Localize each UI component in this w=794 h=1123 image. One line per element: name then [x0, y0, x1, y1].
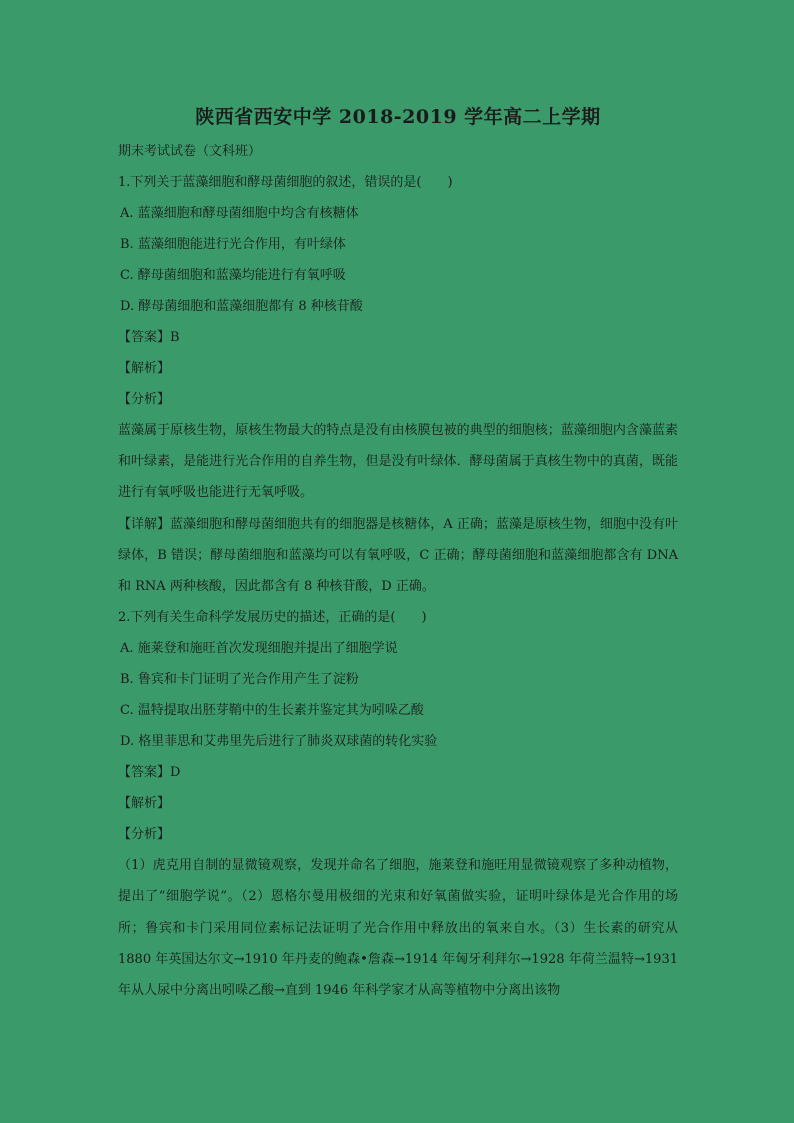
fenxi-label: 【分析】 — [118, 827, 171, 843]
detail-text: 【详解】蓝藻细胞和酵母菌细胞共有的细胞器是核糖体，A 正确；蓝藻是原核生物，细胞中没有叶绿体，B 错误；酵母菌细胞和蓝藻均可以有氧呼吸，C 正确；酵母菌细胞和蓝藻细胞都含有 DNA 和 RNA 两种核酸，因此都含有 8 种核苷酸，D 正确。 — [118, 516, 678, 595]
fenxi-label: 【分析】 — [118, 392, 171, 407]
option-d: D. 酵母菌细胞和蓝藻细胞都有 8 种核苷酸 — [120, 299, 363, 314]
option-c: C. 酵母菌细胞和蓝藻均能进行有氧呼吸 — [120, 268, 346, 283]
document-title: 陕西省西安中学 2018-2019 学年高二上学期 — [195, 106, 601, 128]
option-c: C. 温特提取出胚芽鞘中的生长素并鉴定其为吲哚乙酸 — [120, 703, 424, 719]
answer-label: 【答案】D — [118, 765, 181, 781]
option-d: D. 格里菲思和艾弗里先后进行了肺炎双球菌的转化实验 — [120, 734, 438, 750]
question-stem: 2.下列有关生命科学发展历史的描述，正确的是( ) — [118, 610, 427, 626]
document-page — [118, 100, 678, 1006]
analysis-label: 【解析】 — [118, 361, 171, 376]
fenxi-text: 蓝藻属于原核生物，原核生物最大的特点是没有由核膜包被的典型的细胞核；蓝藻细胞内含藻蓝素和叶绿素，是能进行光合作用的自养生物，但是没有叶绿体．酵母菌属于真核生物中的真菌，既能进行有氧呼吸也能进行无氧呼吸。 — [118, 423, 678, 501]
document-subtitle: 期末考试试卷（文科班） — [118, 144, 262, 159]
analysis-label: 【解析】 — [118, 796, 171, 812]
answer-label: 【答案】B — [118, 330, 180, 345]
fenxi-text: （1）虎克用自制的显微镜观察，发现并命名了细胞，施莱登和施旺用显微镜观察了多种动植物，提出了“细胞学说”。（2）恩格尔曼用极细的光束和好氧菌做实验，证明叶绿体是光合作用的场所；鲁宾和卡门采用同位素标记法证明了光合作用中释放出的氧来自水。（3）生长素的研究从 1880 年英国达尔文→1910 年丹麦的鲍森•詹森→1914 年匈牙利拜尔→1928 年荷兰温特→1931 年从人尿中分离出吲哚乙酸→直到 1946 年科学家才从高等植物中分离出该物 — [118, 858, 678, 999]
option-a: A. 蓝藻细胞和酵母菌细胞中均含有核糖体 — [120, 206, 359, 221]
option-b: B. 蓝藻细胞能进行光合作用，有叶绿体 — [120, 237, 346, 252]
question-stem: 1.下列关于蓝藻细胞和酵母菌细胞的叙述，错误的是( ) — [118, 175, 453, 190]
question-1 — [118, 167, 678, 602]
question-2 — [118, 602, 678, 1006]
option-a: A. 施莱登和施旺首次发现细胞并提出了细胞学说 — [120, 641, 398, 657]
option-b: B. 鲁宾和卡门证明了光合作用产生了淀粉 — [120, 672, 359, 688]
